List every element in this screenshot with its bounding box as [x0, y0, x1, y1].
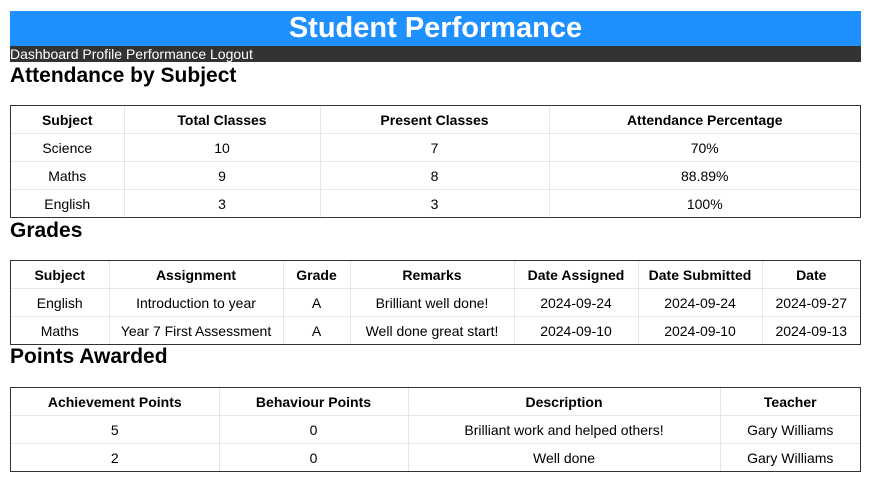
table-header-row	[11, 261, 860, 289]
table-row	[11, 416, 860, 444]
points-title: Points Awarded	[10, 345, 168, 368]
page-header	[10, 11, 861, 46]
nav-link-performance[interactable]: Performance	[125, 46, 207, 62]
table-cell: 2024-09-24	[638, 289, 762, 317]
table-cell: English	[44, 195, 91, 212]
column-header: Date Submitted	[638, 261, 762, 289]
table-cell: 70%	[549, 134, 860, 162]
table-cell: 0	[219, 416, 408, 444]
table-row	[11, 289, 860, 317]
table-cell: 9	[124, 162, 320, 190]
column-header: Achievement Points	[11, 388, 219, 416]
column-header: Remarks	[350, 261, 514, 289]
table-cell: 2024-09-10	[514, 317, 638, 345]
column-header: Present Classes	[320, 106, 549, 134]
table-cell: 10	[124, 134, 320, 162]
table-cell: Gary Williams	[720, 416, 860, 444]
table-cell: 88.89%	[549, 162, 860, 190]
column-header: Grade	[283, 261, 350, 289]
attendance-table	[10, 105, 861, 218]
table-cell: Maths	[40, 322, 79, 339]
points-table	[10, 387, 861, 472]
table-cell: Introduction to year	[109, 289, 283, 317]
table-cell: 5	[11, 416, 219, 444]
table-cell: Well done	[408, 444, 720, 472]
table-cell: Brilliant work and helped others!	[408, 416, 720, 444]
column-header: Date Assigned	[514, 261, 638, 289]
table-cell: English	[11, 289, 109, 317]
table-cell: Maths	[11, 162, 124, 190]
column-header: Assignment	[109, 261, 283, 289]
nav-bar	[10, 46, 861, 62]
table-cell: A	[283, 289, 350, 317]
column-header: Teacher	[720, 388, 860, 416]
attendance-title: Attendance by Subject	[10, 64, 237, 87]
column-header: Subject	[11, 106, 124, 134]
table-cell: A	[283, 317, 350, 345]
table-cell: 2024-09-24	[514, 289, 638, 317]
table-cell: 7	[320, 134, 549, 162]
table-cell: 0	[219, 444, 408, 472]
page-title: Student Performance	[288, 12, 583, 44]
table-row	[11, 162, 860, 190]
column-header: Description	[408, 388, 720, 416]
table-row	[11, 134, 860, 162]
column-header: Date	[762, 261, 860, 289]
table-cell: 3	[124, 190, 320, 218]
table-cell: Gary Williams	[720, 444, 860, 472]
table-cell: 100%	[549, 190, 860, 218]
table-row	[11, 444, 860, 472]
column-header: Attendance Percentage	[549, 106, 860, 134]
table-cell: 3	[320, 190, 549, 218]
table-cell: Brilliant well done!	[350, 289, 514, 317]
table-cell: Well done great start!	[350, 317, 514, 345]
nav-link-logout[interactable]: Logout	[210, 46, 253, 62]
table-cell: Year 7 First Assessment	[109, 317, 283, 345]
table-cell: 2024-09-27	[762, 289, 860, 317]
table-cell: 8	[320, 162, 549, 190]
nav-link-dashboard[interactable]: Dashboard	[10, 46, 79, 62]
column-header: Total Classes	[124, 106, 320, 134]
table-header-row	[11, 388, 860, 416]
grades-title: Grades	[10, 219, 83, 242]
grades-table	[10, 260, 861, 345]
nav-link-profile[interactable]: Profile	[82, 46, 123, 62]
table-row	[11, 190, 860, 218]
table-cell: 2024-09-13	[762, 317, 860, 345]
table-cell: Science	[11, 134, 124, 162]
column-header: Behaviour Points	[219, 388, 408, 416]
table-row	[11, 317, 860, 345]
table-header-row	[11, 106, 860, 134]
table-cell: 2	[110, 449, 119, 466]
table-cell: 2024-09-10	[638, 317, 762, 345]
column-header: Subject	[11, 261, 109, 289]
